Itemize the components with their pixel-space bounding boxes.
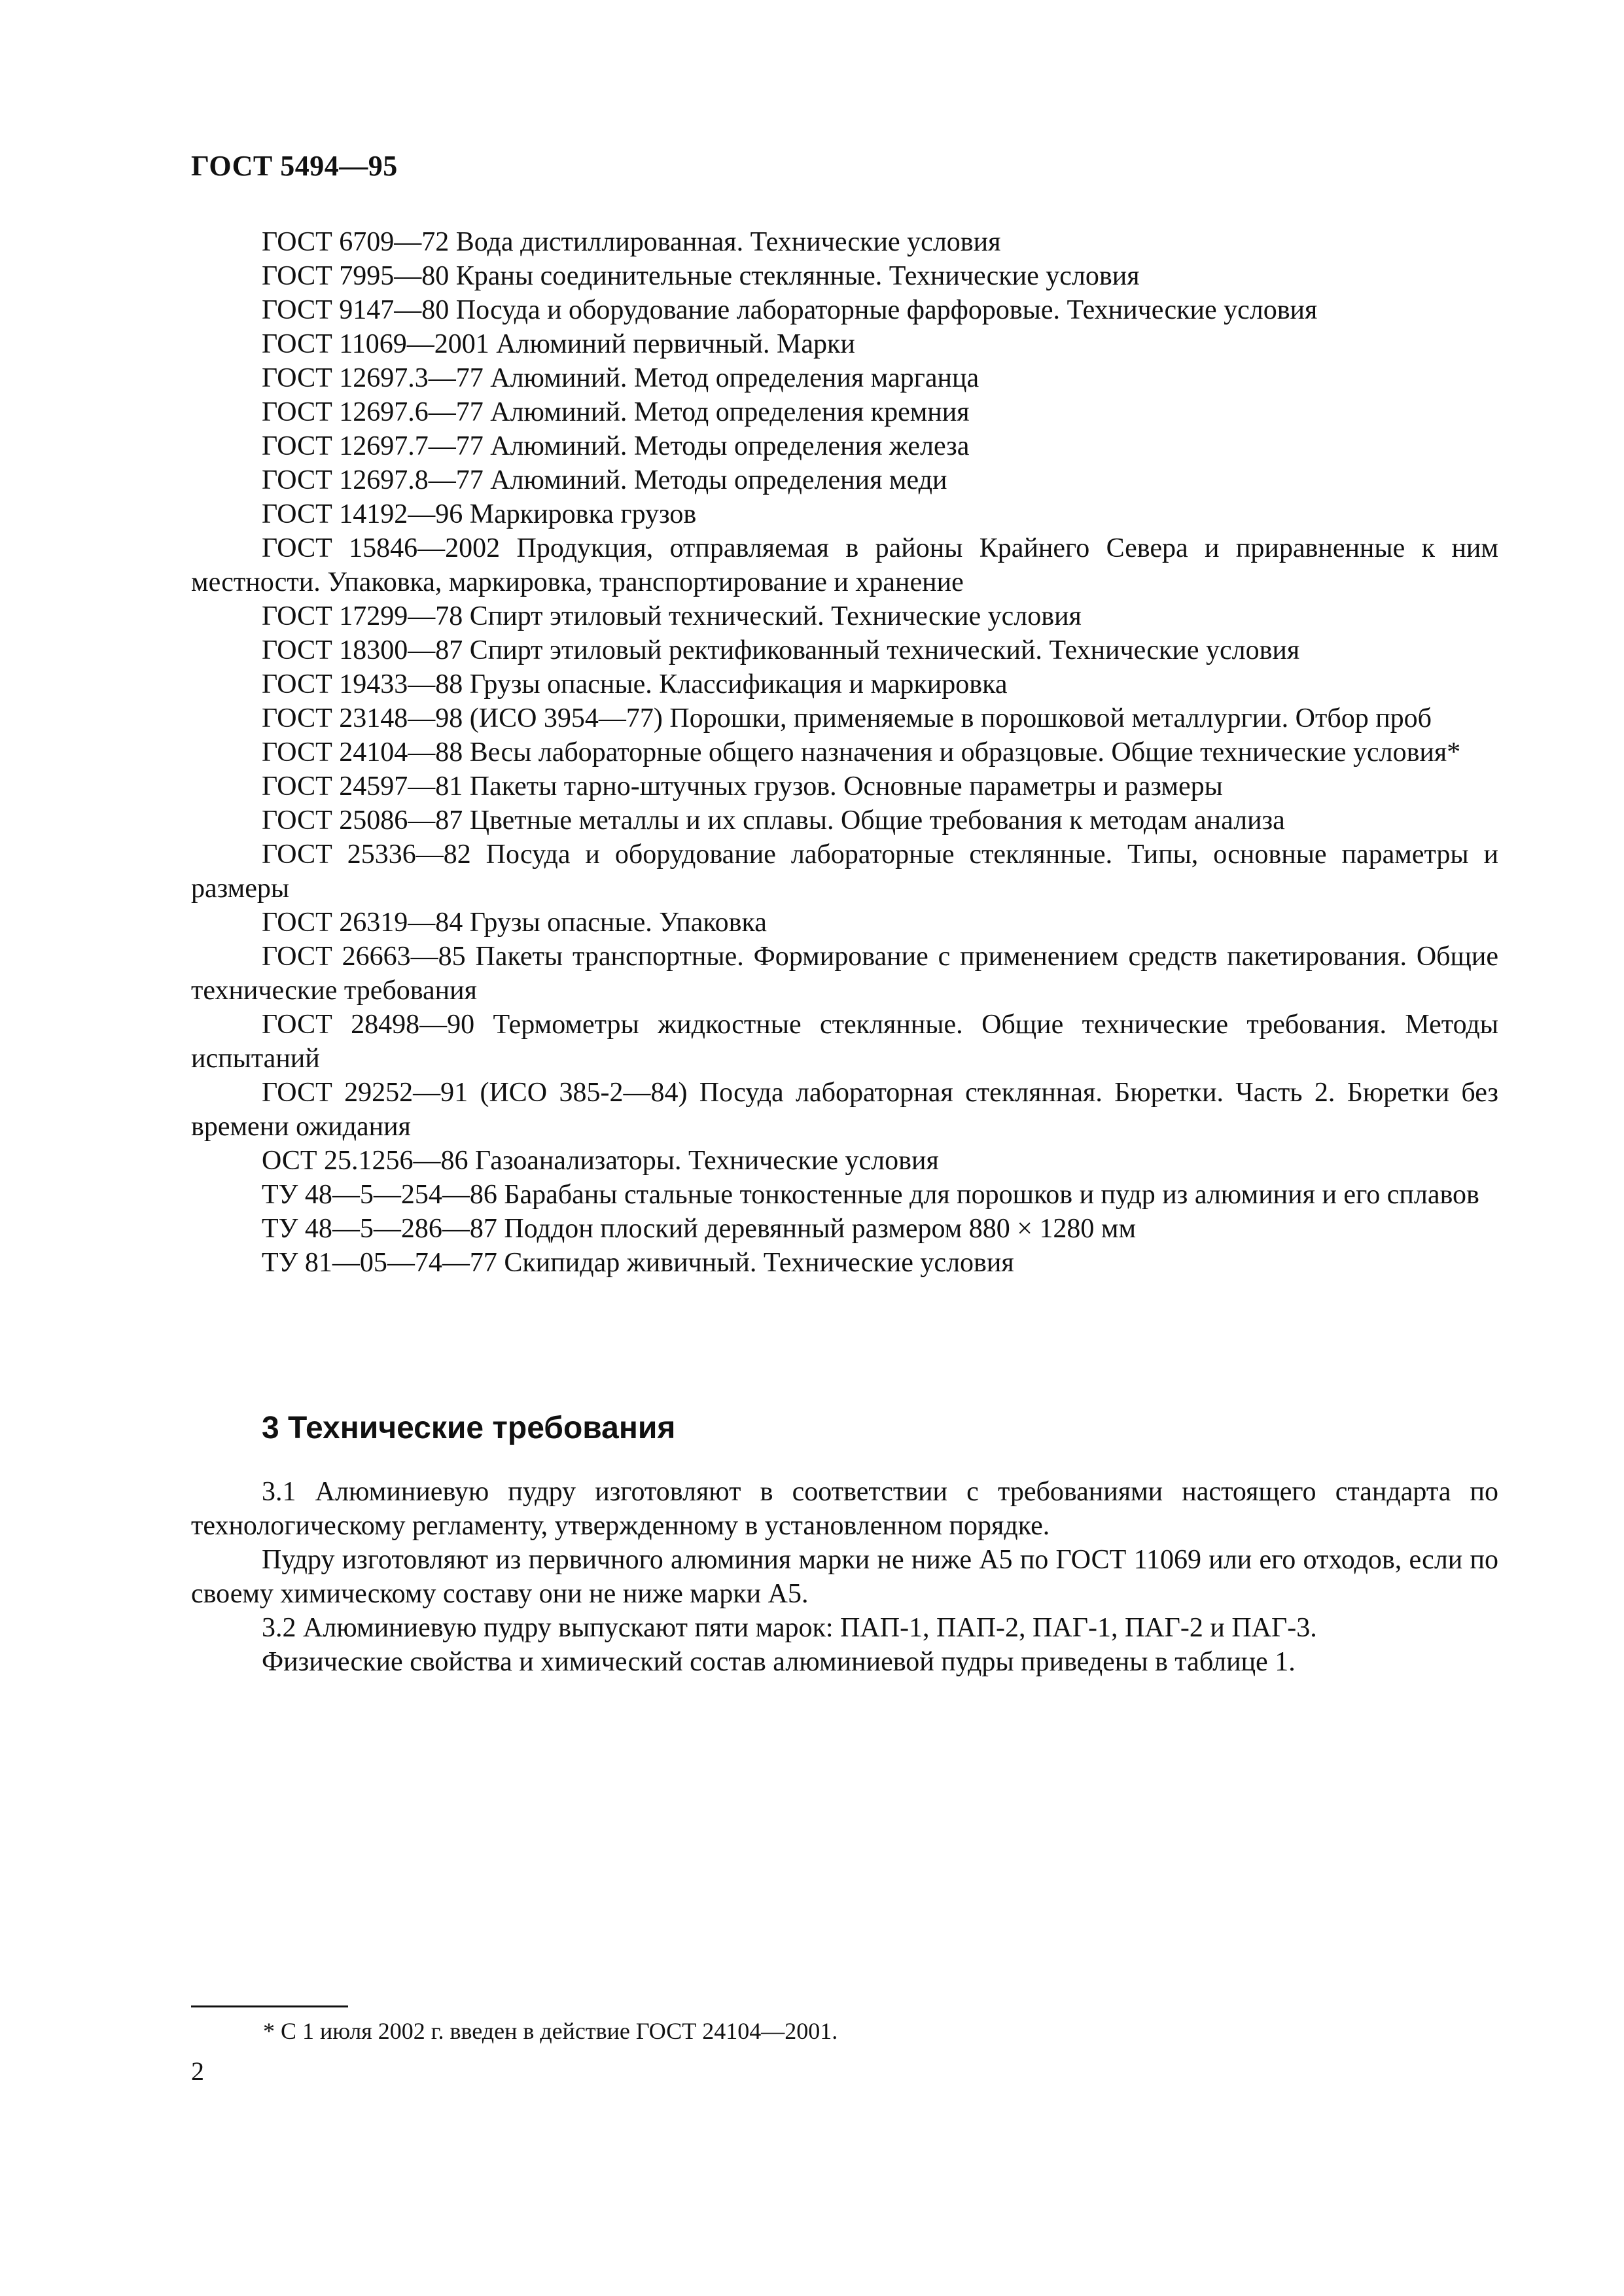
reference-item: ГОСТ 12697.8—77 Алюминий. Методы определения меди [262, 465, 947, 495]
reference-item: ГОСТ 15846—2002 Продукция, отправляемая в районы Крайнего Севера и приравненные к ним местности. Упаковка, маркировка, транспортирование и хранение [191, 533, 1498, 597]
reference-item: ГОСТ 14192—96 Маркировка грузов [262, 499, 697, 529]
reference-item: ГОСТ 9147—80 Посуда и оборудование лабораторные фарфоровые. Технические условия [262, 295, 1318, 325]
reference-item: ТУ 48—5—254—86 Барабаны стальные тонкостенные для порошков и пудр из алюминия и его сплавов [262, 1180, 1479, 1210]
reference-item: ГОСТ 18300—87 Спирт этиловый ректификованный технический. Технические условия [262, 635, 1300, 665]
reference-item: ГОСТ 11069—2001 Алюминий первичный. Марки [262, 329, 855, 359]
paragraph: 3.1 Алюминиевую пудру изготовляют в соответствии с требованиями настоящего стандарта по технологическому регламенту, утвержденному в установленном порядке. [191, 1477, 1498, 1541]
reference-item: ГОСТ 6709—72 Вода дистиллированная. Технические условия [262, 227, 1001, 257]
footnote: * С 1 июля 2002 г. введен в действие ГОСТ 24104—2001. [263, 2018, 838, 2044]
reference-item: ГОСТ 28498—90 Термометры жидкостные стеклянные. Общие технические требования. Методы испытаний [191, 1010, 1498, 1074]
reference-item: ГОСТ 26319—84 Грузы опасные. Упаковка [262, 908, 767, 938]
footnote-divider [191, 2005, 348, 2007]
reference-item: ГОСТ 17299—78 Спирт этиловый технический. Технические условия [262, 601, 1082, 631]
reference-item: ГОСТ 25336—82 Посуда и оборудование лабораторные стеклянные. Типы, основные параметры и размеры [191, 839, 1498, 904]
section-body [191, 1475, 1498, 1679]
reference-item: ОСТ 25.1256—86 Газоанализаторы. Технические условия [262, 1146, 939, 1176]
reference-item: ГОСТ 25086—87 Цветные металлы и их сплавы. Общие требования к методам анализа [262, 805, 1285, 836]
reference-item: ГОСТ 29252—91 (ИСО 385-2—84) Посуда лабораторная стеклянная. Бюретки. Часть 2. Бюретки без времени ожидания [191, 1078, 1498, 1142]
reference-item: ТУ 48—5—286—87 Поддон плоский деревянный размером 880 × 1280 мм [262, 1214, 1137, 1244]
reference-item: ГОСТ 7995—80 Краны соединительные стеклянные. Технические условия [262, 261, 1140, 291]
reference-item: ГОСТ 19433—88 Грузы опасные. Классификация и маркировка [262, 669, 1008, 699]
reference-item: ГОСТ 12697.3—77 Алюминий. Метод определения марганца [262, 363, 980, 393]
paragraph: Пудру изготовляют из первичного алюминия марки не ниже А5 по ГОСТ 11069 или его отходов, если по своему химическому составу они не ниже марки А5. [191, 1545, 1498, 1609]
page-number: 2 [191, 2057, 204, 2086]
reference-item: ГОСТ 26663—85 Пакеты транспортные. Формирование с применением средств пакетирования. Общие технические требования [191, 942, 1498, 1006]
section-title: 3 Технические требования [262, 1411, 676, 1445]
reference-item: ГОСТ 12697.6—77 Алюминий. Метод определения кремния [262, 397, 970, 427]
reference-item: ТУ 81—05—74—77 Скипидар живичный. Технические условия [262, 1248, 1014, 1278]
reference-item: ГОСТ 24104—88 Весы лабораторные общего назначения и образцовые. Общие технические условия* [262, 737, 1461, 768]
reference-item: ГОСТ 24597—81 Пакеты тарно-штучных грузов. Основные параметры и размеры [262, 771, 1223, 802]
reference-item: ГОСТ 23148—98 (ИСО 3954—77) Порошки, применяемые в порошковой металлургии. Отбор проб [262, 703, 1432, 733]
paragraph: Физические свойства и химический состав алюминиевой пудры приведены в таблице 1. [262, 1647, 1296, 1677]
paragraph: 3.2 Алюминиевую пудру выпускают пяти марок: ПАП-1, ПАП-2, ПАГ-1, ПАГ-2 и ПАГ-3. [262, 1613, 1317, 1643]
reference-item: ГОСТ 12697.7—77 Алюминий. Методы определения железа [262, 431, 970, 461]
normative-references-list [191, 225, 1498, 1280]
page-header: ГОСТ 5494—95 [191, 150, 398, 182]
